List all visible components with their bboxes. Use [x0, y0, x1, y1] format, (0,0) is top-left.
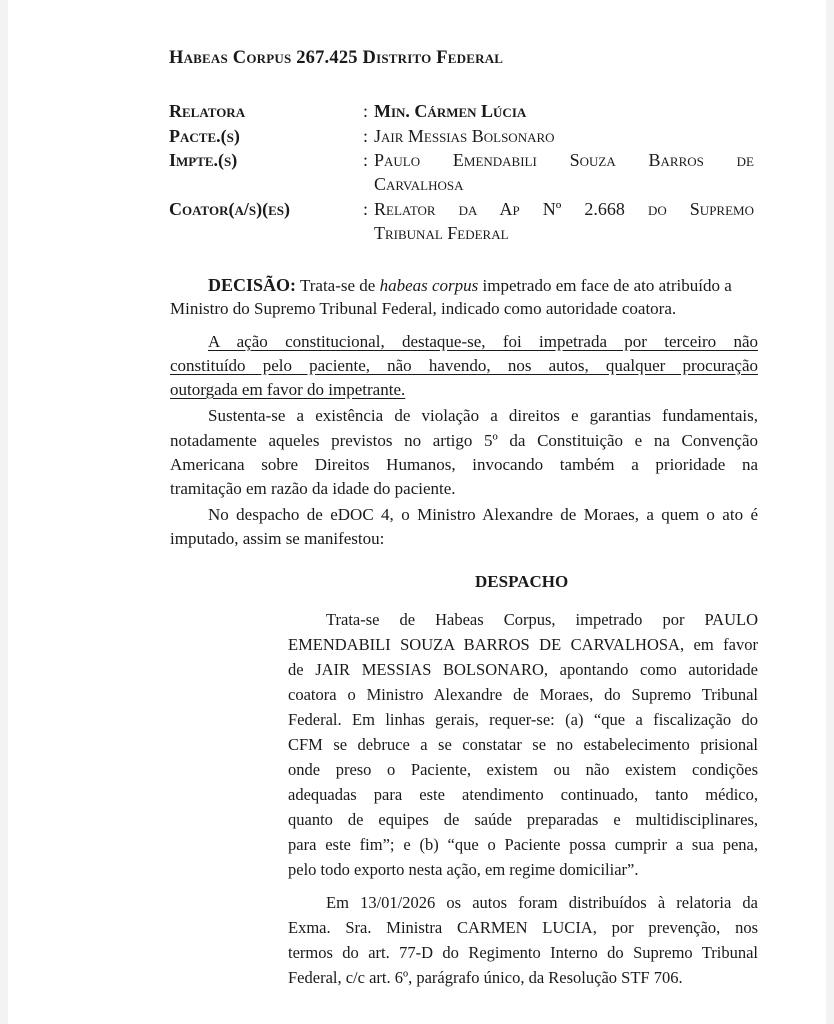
decision-text: Trata-se de	[296, 276, 380, 295]
party-colon: :	[363, 150, 369, 170]
quote-paragraph-1-line11: pelo todo exporto nesta ação, em regime domiciliar”.	[288, 860, 639, 879]
decision-text: impetrado em face de ato atribuído a	[478, 276, 732, 295]
party-value-coator-line1: Relator da Ap Nº 2.668 do Supremo	[374, 199, 754, 219]
party-value-impetrante-line1: Paulo Emendabili Souza Barros de	[374, 150, 754, 170]
party-colon: :	[363, 199, 369, 219]
party-label-impetrante: Impte.(s)	[169, 150, 238, 170]
party-label-relatora: Relatora	[169, 101, 246, 121]
document-page	[8, 0, 826, 1024]
decision-term-habeas-corpus: habeas corpus	[379, 276, 479, 295]
quote-paragraph-1-line8: adequadas para este atendimento continuado, tanto médico,	[288, 785, 758, 804]
party-value-coator-line2: Tribunal Federal	[374, 223, 509, 243]
party-colon: :	[363, 101, 369, 121]
quote-paragraph-2-line3: termos do art. 77-D do Regimento Interno do Supremo Tribunal	[288, 943, 758, 962]
quote-paragraph-2-line1: Em 13/01/2026 os autos foram distribuídos à relatoria da	[326, 893, 758, 912]
party-label-coator: Coator(a/s)(es)	[169, 199, 290, 219]
quote-paragraph-2-line4: Federal, c/c art. 6º, parágrafo único, da Resolução STF 706.	[288, 968, 683, 987]
quote-paragraph-1-line7: onde preso o Paciente, existem ou não existem condições	[288, 760, 758, 779]
party-value-relatora: Min. Cármen Lúcia	[374, 101, 527, 121]
quote-paragraph-1-line10: para este fim”; e (b) “que o Paciente possa cumprir a sua pena,	[288, 835, 758, 854]
decision-paragraph-1-line2: Ministro do Supremo Tribunal Federal, indicado como autoridade coatora.	[170, 299, 677, 318]
decision-paragraph-3-line4: tramitação em razão da idade do paciente.	[170, 479, 456, 498]
quote-paragraph-1-line3: de JAIR MESSIAS BOLSONARO, apontando como autoridade	[288, 660, 758, 679]
party-label-paciente: Pacte.(s)	[169, 126, 240, 146]
despacho-heading: DESPACHO	[475, 572, 569, 591]
quote-paragraph-1-line9: quanto de equipes de saúde preparadas e multidisciplinares,	[288, 810, 758, 829]
decision-paragraph-2-line2: constituído pelo paciente, não havendo, nos autos, qualquer procuração	[170, 356, 758, 375]
document-title: Habeas Corpus 267.425 Distrito Federal	[169, 48, 504, 68]
quote-paragraph-1-line5: Federal. Em linhas gerais, requer-se: (a) “que a fiscalização do	[288, 710, 758, 729]
decision-paragraph-3-line3: Americana sobre Direitos Humanos, invocando também a prioridade na	[170, 455, 758, 474]
decision-lead: DECISÃO:	[208, 275, 297, 295]
decision-paragraph-2-line1: A ação constitucional, destaque-se, foi impetrada por terceiro não	[208, 332, 758, 351]
decision-paragraph-3-line2: notadamente aqueles previstos no artigo 5º da Constituição e na Convenção	[170, 431, 758, 450]
party-value-impetrante-line2: Carvalhosa	[374, 174, 464, 194]
quote-paragraph-1-line2: EMENDABILI SOUZA BARROS DE CARVALHOSA, em favor	[288, 635, 758, 654]
party-colon: :	[363, 126, 369, 146]
decision-paragraph-2-line3: outorgada em favor do impetrante.	[170, 380, 406, 399]
quote-paragraph-2-line2: Exma. Sra. Ministra CARMEN LUCIA, por prevenção, nos	[288, 918, 758, 937]
decision-paragraph-3-line1: Sustenta-se a existência de violação a direitos e garantias fundamentais,	[208, 406, 758, 425]
quote-paragraph-1-line4: coatora o Ministro Alexandre de Moraes, do Supremo Tribunal	[288, 685, 758, 704]
party-value-paciente: Jair Messias Bolsonaro	[374, 126, 555, 146]
quote-paragraph-1-line1: Trata-se de Habeas Corpus, impetrado por PAULO	[326, 610, 758, 629]
decision-paragraph-1-line1	[208, 275, 758, 296]
decision-paragraph-4-line1: No despacho de eDOC 4, o Ministro Alexandre de Moraes, a quem o ato é	[208, 505, 758, 524]
decision-paragraph-4-line2: imputado, assim se manifestou:	[170, 529, 385, 548]
quote-paragraph-1-line6: CFM se debruce a se constatar se no estabelecimento prisional	[288, 735, 758, 754]
